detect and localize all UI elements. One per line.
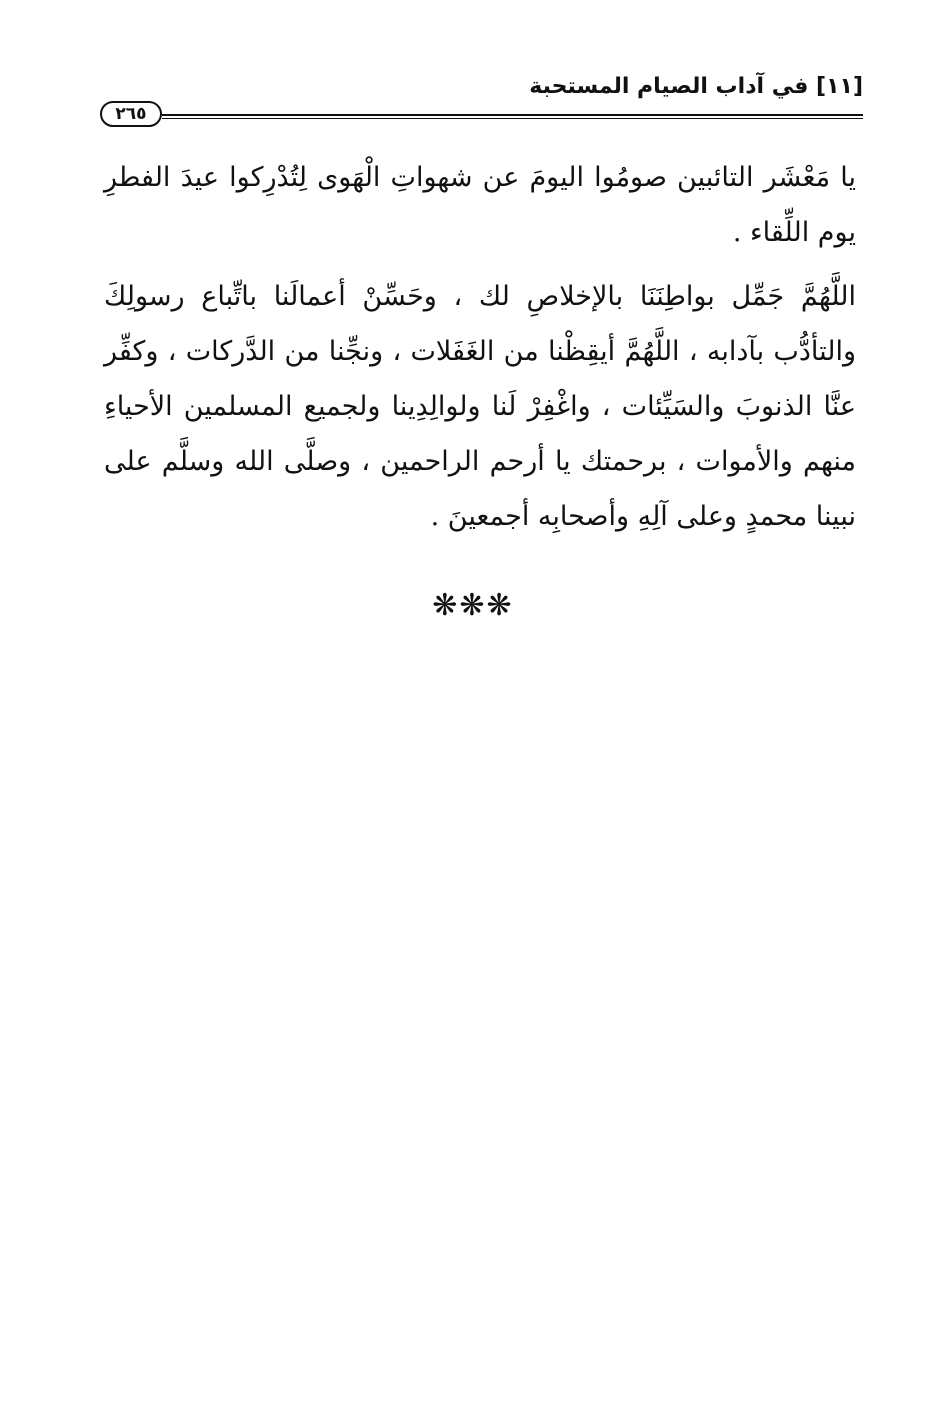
header-rule [162, 114, 863, 119]
page-number: ٢٦٥ [100, 101, 162, 127]
chapter-title: [١١] في آداب الصيام المستحبة [529, 74, 863, 99]
running-header [100, 70, 863, 130]
paragraph-2: اللَّهُمَّ جَمِّل بواطِنَنَا بالإخلاصِ لك ، وحَسِّنْ أعمالَنا باتِّباع رسولِكَ والتأدُّب بآدابه ، اللَّهُمَّ أيقِظْنا من الغَفَلات ، ونجِّنا من الدَّركات ، وكفِّر عنَّا الذنوبَ والسَيِّئات ، واغْفِرْ لَنا ولوالِدِينا ولجميع المسلمين الأحياءِ منهم والأموات ، برحمتك يا أرحم الراحمين ، وصلَّى الله وسلَّم على نبينا محمدٍ وعلى آلِهِ وأصحابِه أجمعينَ . [104, 281, 856, 532]
section-divider-ornament: ❋❋❋ [432, 588, 514, 623]
paragraph-1: يا مَعْشَر التائبين صومُوا اليومَ عن شهواتِ الْهَوى لِتُدْرِكوا عيدَ الفطرِ يوم اللِّقاء . [104, 162, 856, 248]
